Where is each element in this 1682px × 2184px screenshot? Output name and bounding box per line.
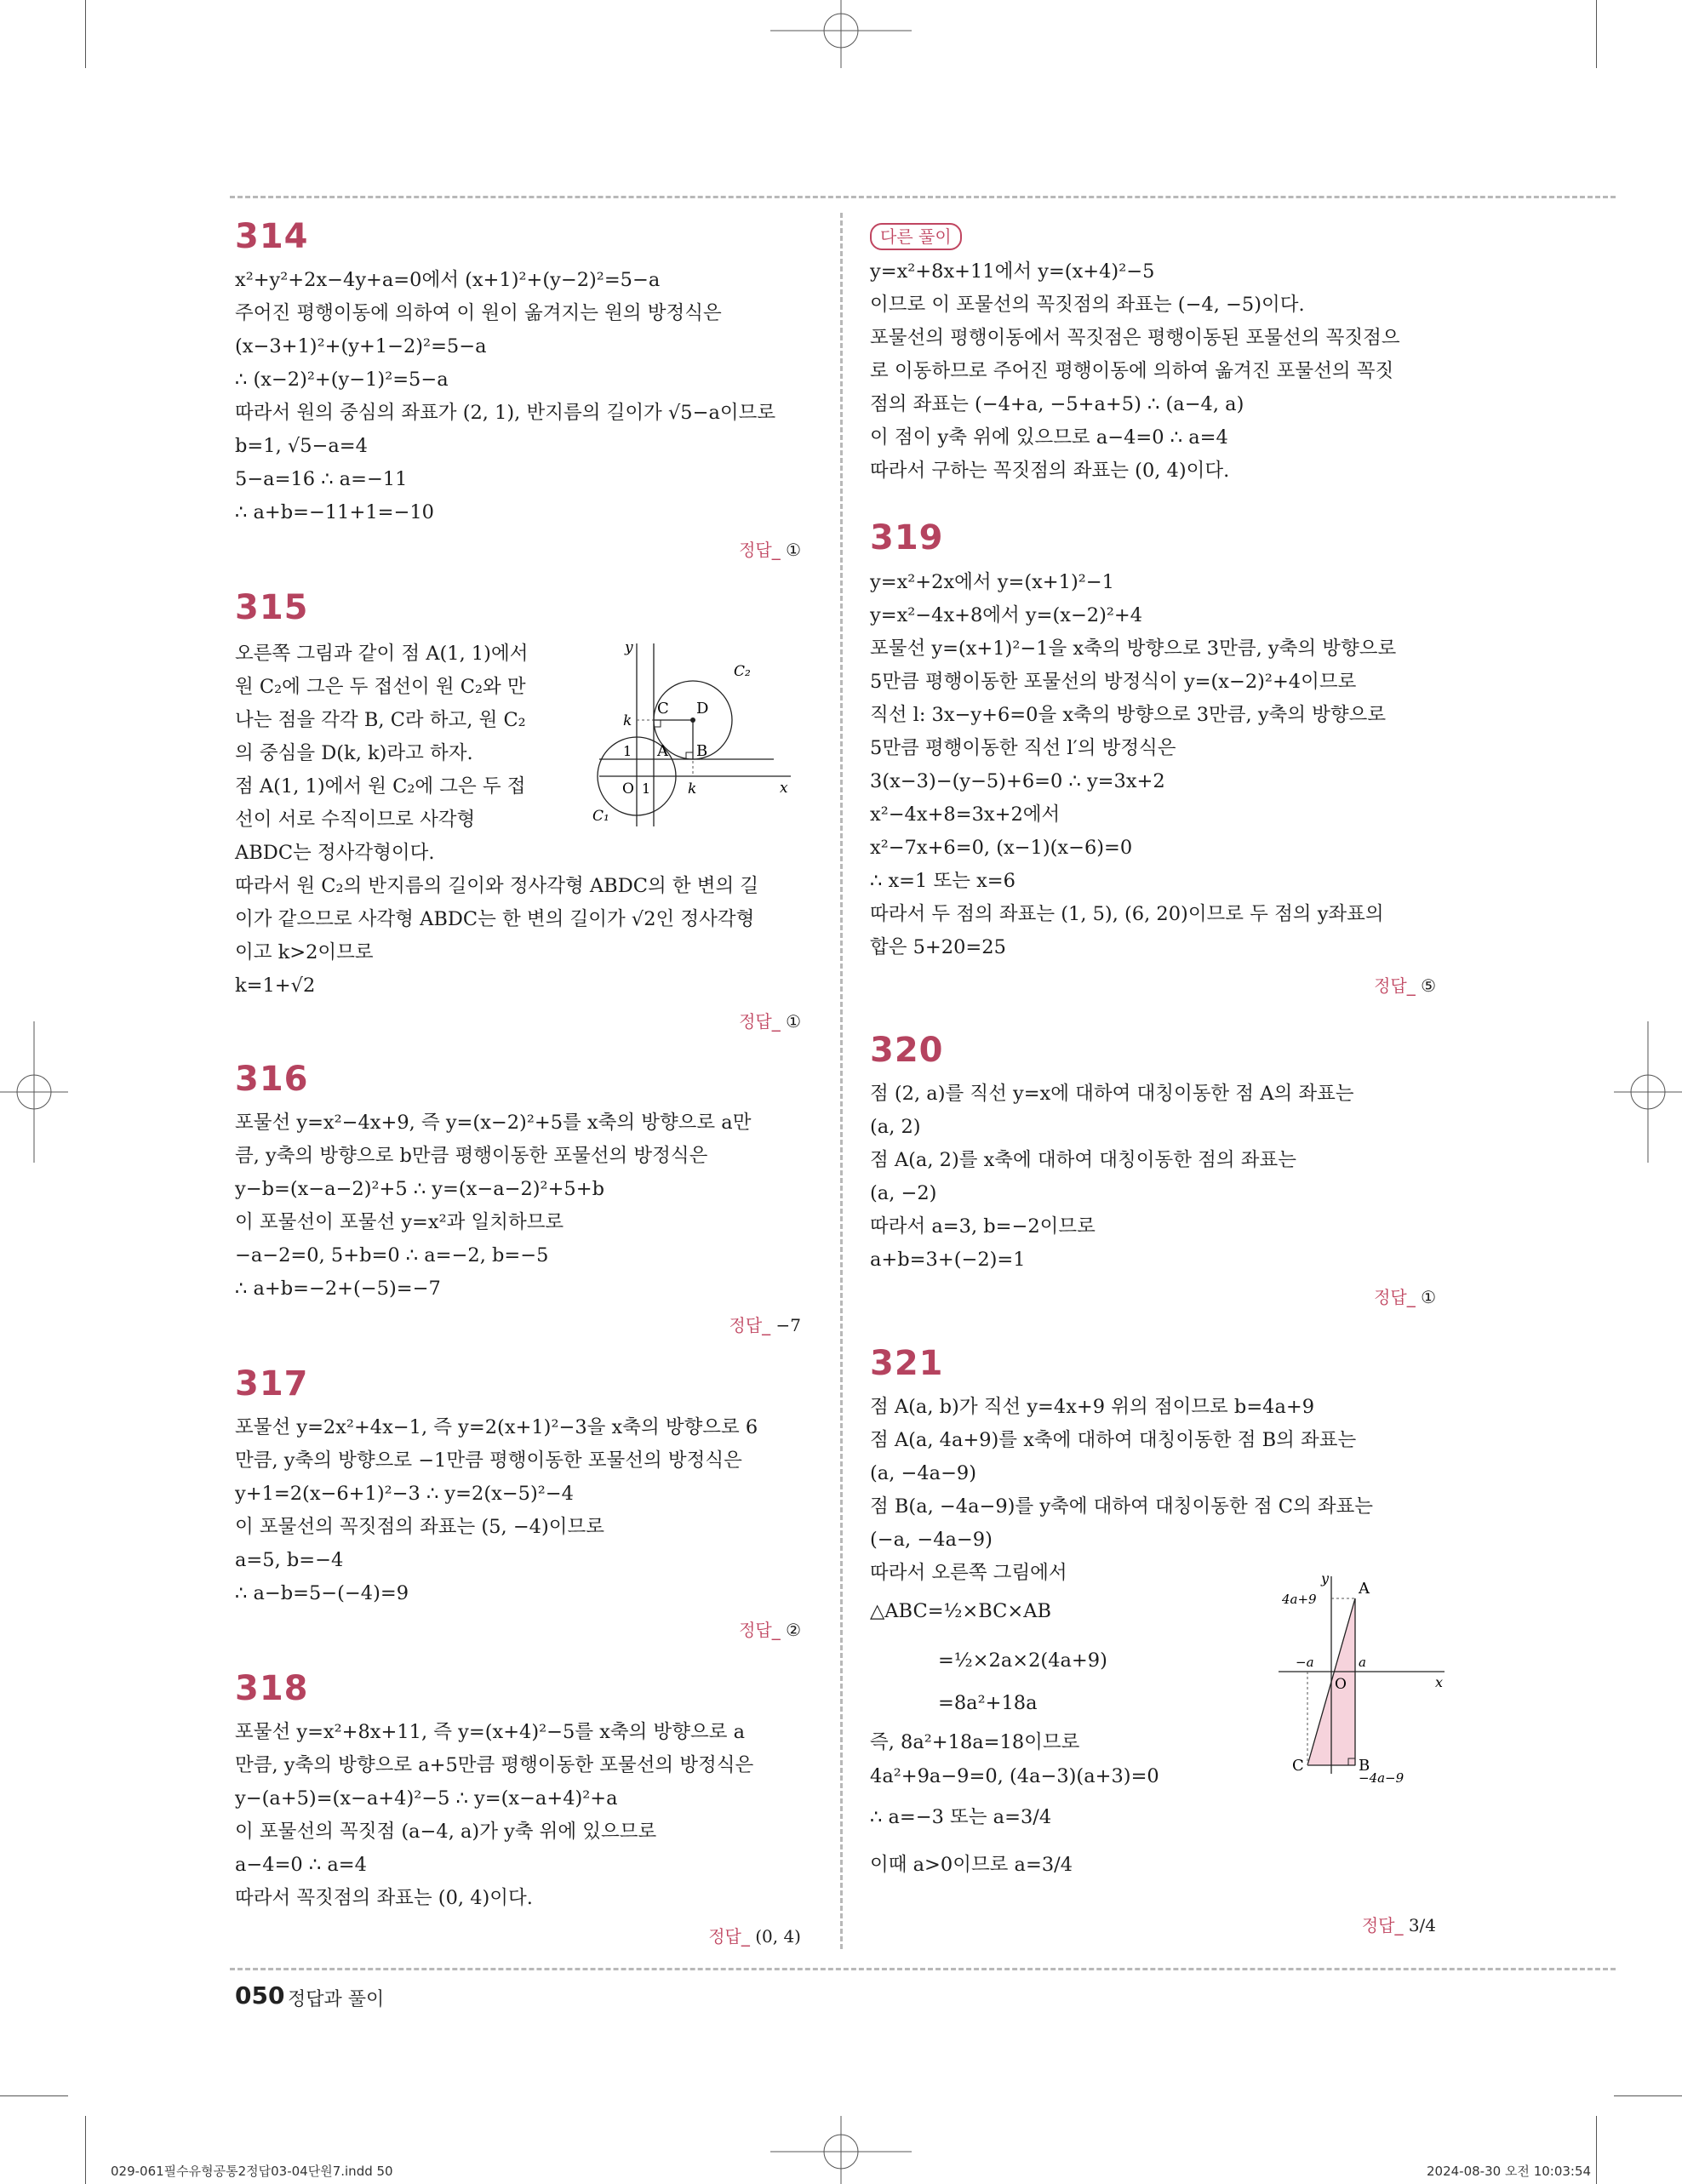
label-x: x <box>780 780 788 797</box>
solution-line: 따라서 원의 중심의 좌표가 (2, 1), 반지름의 길이가 √5−a이므로 <box>235 402 776 424</box>
problem-319 <box>870 518 1436 998</box>
problem-number: 319 <box>870 518 944 557</box>
problem-316 <box>235 1062 801 1343</box>
solution-line: ∴ a+b=−2+(−5)=−7 <box>235 1278 441 1300</box>
solution-line: ∴ a+b=−11+1=−10 <box>235 501 434 523</box>
solution-line: 점 (2, a)를 직선 y=x에 대하여 대칭이동한 점 A의 좌표는 <box>870 1083 1354 1105</box>
solution-line: x²−7x+6=0, (x−1)(x−6)=0 <box>870 837 1133 859</box>
timestamp-slug: 2024-08-30 오전 10:03:54 <box>1427 2164 1592 2179</box>
solution-line: 직선 l: 3x−y+6=0을 x축의 방향으로 3만큼, y축의 방향으로 <box>870 704 1387 726</box>
problem-318 <box>235 1669 801 1952</box>
top-divider <box>230 196 1616 198</box>
registration-mark-right <box>1614 1021 1682 1163</box>
answer-value: ⑤ <box>1421 975 1436 996</box>
solution-line: 이때 a>0이므로 a=3/4 <box>870 1854 1073 1876</box>
problem-number: 321 <box>870 1344 944 1383</box>
solution-line: =8a²+18a <box>938 1692 1038 1714</box>
answer <box>1374 1284 1436 1308</box>
solution-line: a+b=3+(−2)=1 <box>870 1249 1026 1271</box>
solution-line: 의 중심을 D(k, k)라고 하자. <box>235 742 473 764</box>
solution-line: b=1, √5−a=4 <box>235 435 368 457</box>
solution-line: y−(a+5)=(x−a+4)²−5 ∴ y=(x−a+4)²+a <box>235 1787 618 1810</box>
bottom-divider <box>230 1968 1616 1970</box>
label-c: C <box>657 700 669 718</box>
solution-line: ABDC는 정사각형이다. <box>235 842 435 864</box>
solution-line: 점 A(1, 1)에서 원 C₂에 그은 두 접 <box>235 775 526 798</box>
problem-314 <box>235 217 801 569</box>
label-b: B <box>696 742 708 760</box>
column-divider <box>840 213 843 1949</box>
solution-line: (−a, −4a−9) <box>870 1529 993 1551</box>
answer <box>739 536 801 561</box>
label-a: A <box>1359 1580 1370 1598</box>
answer-label: 정답_ <box>729 1315 771 1335</box>
answer <box>729 1312 801 1336</box>
solution-line: ∴ (x−2)²+(y−1)²=5−a <box>235 369 449 391</box>
answer-value: ② <box>786 1620 801 1640</box>
solution-line: 이고 k>2이므로 <box>235 941 374 963</box>
solution-line: 따라서 꼭짓점의 좌표는 (0, 4)이다. <box>235 1887 533 1909</box>
label-k-y: k <box>623 712 632 729</box>
problem-321 <box>870 1344 1444 1959</box>
solution-line: 점 B(a, −4a−9)를 y축에 대하여 대칭이동한 점 C의 좌표는 <box>870 1495 1374 1518</box>
center-d-dot <box>690 718 695 723</box>
solution-line: 이가 같으므로 사각형 ABDC는 한 변의 길이가 √2인 정사각형 <box>235 908 755 930</box>
solution-line: 이 포물선의 꼭짓점의 좌표는 (5, −4)이므로 <box>235 1516 604 1538</box>
solution-line: 점의 좌표는 (−4+a, −5+a+5) ∴ (a−4, a) <box>870 393 1244 415</box>
label-a: A <box>657 742 668 760</box>
solution-line: y=x²−4x+8에서 y=(x−2)²+4 <box>870 604 1143 626</box>
answer-label: 정답_ <box>1361 1915 1404 1935</box>
solution-line: 포물선 y=(x+1)²−1을 x축의 방향으로 3만큼, y축의 방향으로 <box>870 637 1397 660</box>
solution-line: 3(x−3)−(y−5)+6=0 ∴ y=3x+2 <box>870 770 1165 792</box>
answer <box>739 1616 801 1641</box>
solution-line: 따라서 두 점의 좌표는 (1, 5), (6, 20)이므로 두 점의 y좌표의 <box>870 903 1384 925</box>
problem-320 <box>870 1033 1436 1314</box>
solution-line: 이 포물선이 포물선 y=x²과 일치하므로 <box>235 1211 564 1233</box>
solution-line: 5만큼 평행이동한 직선 l′의 방정식은 <box>870 737 1176 759</box>
solution-line: (x−3+1)²+(y+1−2)²=5−a <box>235 335 487 357</box>
solution-line: 오른쪽 그림과 같이 점 A(1, 1)에서 <box>235 643 529 665</box>
label-d: D <box>696 700 709 718</box>
answer-label: 정답_ <box>1374 1287 1416 1307</box>
solution-line: 따라서 구하는 꼭짓점의 좌표는 (0, 4)이다. <box>870 460 1230 482</box>
solution-line: (a, 2) <box>870 1116 921 1138</box>
solution-line: 따라서 a=3, b=−2이므로 <box>870 1215 1096 1238</box>
solution-line: x²−4x+8=3x+2에서 <box>870 803 1061 826</box>
solution-line: (a, −2) <box>870 1182 937 1204</box>
right-angle-mark <box>686 752 693 759</box>
solution-line: 큼, y축의 방향으로 b만큼 평행이동한 포물선의 방정식은 <box>235 1145 708 1167</box>
label-k-x: k <box>688 780 697 798</box>
solution-line: a−4=0 ∴ a=4 <box>235 1854 367 1876</box>
answer-value: 3/4 <box>1408 1915 1436 1935</box>
label-neg-a: −a <box>1296 1655 1314 1670</box>
solution-line: 이 점이 y축 위에 있으므로 a−4=0 ∴ a=4 <box>870 426 1228 449</box>
solution-line: y=x²+8x+11에서 y=(x+4)²−5 <box>870 260 1155 283</box>
solution-line: 점 A(a, 2)를 x축에 대하여 대칭이동한 점의 좌표는 <box>870 1149 1296 1171</box>
label-y: y <box>1321 1570 1330 1587</box>
solution-line: 5만큼 평행이동한 포물선의 방정식이 y=(x−2)²+4이므로 <box>870 671 1357 693</box>
page-number: 050 <box>235 1981 285 2010</box>
registration-mark-bottom <box>770 2116 912 2184</box>
solution-line: y−b=(x−a−2)²+5 ∴ y=(x−a−2)²+5+b <box>235 1178 604 1200</box>
answer <box>739 1008 801 1032</box>
solution-line: 포물선의 평행이동에서 꼭짓점은 평행이동된 포물선의 꼭짓점으 <box>870 327 1400 349</box>
label-c: C <box>1292 1757 1304 1775</box>
label-y: y <box>625 639 633 656</box>
problem-number: 317 <box>235 1364 309 1404</box>
problem-317 <box>235 1364 801 1648</box>
label-b: B <box>1359 1757 1370 1775</box>
label-4a-plus-9: 4a+9 <box>1282 1592 1317 1607</box>
answer-value: −7 <box>775 1315 801 1335</box>
registration-mark-left <box>0 1021 68 1163</box>
problem-number: 318 <box>235 1669 309 1708</box>
solution-line: 주어진 평행이동에 의하여 이 원이 옮겨지는 원의 방정식은 <box>235 302 722 324</box>
label-pos-a: a <box>1359 1655 1366 1670</box>
answer-value: ① <box>786 1011 801 1032</box>
footer-label: 정답과 풀이 <box>288 1989 385 2010</box>
answer-value: ① <box>1421 1287 1436 1307</box>
solution-line: 점 A(a, 4a+9)를 x축에 대하여 대칭이동한 점 B의 좌표는 <box>870 1429 1357 1451</box>
answer-label: 정답_ <box>739 1620 781 1640</box>
solution-line: 포물선 y=2x²+4x−1, 즉 y=2(x+1)²−3을 x축의 방향으로 6 <box>235 1416 758 1438</box>
label-one-x: 1 <box>642 780 651 797</box>
solution-line: 나는 점을 각각 B, C라 하고, 원 C₂ <box>235 709 526 731</box>
alternative-solution-318 <box>870 223 1436 495</box>
problem-number: 316 <box>235 1060 309 1099</box>
answer-value: (0, 4) <box>755 1926 801 1947</box>
solution-line: y+1=2(x−6+1)²−3 ∴ y=2(x−5)²−4 <box>235 1483 574 1505</box>
solution-line: (a, −4a−9) <box>870 1462 977 1484</box>
label-one-y: 1 <box>623 743 632 759</box>
solution-line: 5−a=16 ∴ a=−11 <box>235 468 408 490</box>
right-angle-mark <box>654 720 661 727</box>
solution-line: 원 C₂에 그은 두 접선이 원 C₂와 만 <box>235 676 526 698</box>
solution-line: 4a²+9a−9=0, (4a−3)(a+3)=0 <box>870 1765 1159 1787</box>
solution-line: 로 이동하므로 주어진 평행이동에 의하여 옮겨진 포물선의 꼭짓 <box>870 360 1394 382</box>
solution-line: =½×2a×2(4a+9) <box>938 1649 1107 1672</box>
file-slug: 029-061필수유형공통2정답03-04단원7.indd 50 <box>111 2164 393 2179</box>
problem-315 <box>235 588 801 1033</box>
solution-line: ∴ x=1 또는 x=6 <box>870 870 1015 892</box>
answer-label: 정답_ <box>739 1011 781 1032</box>
label-x: x <box>1435 1674 1444 1690</box>
solution-line: 점 A(a, b)가 직선 y=4x+9 위의 점이므로 b=4a+9 <box>870 1396 1315 1418</box>
solution-line: y=x²+2x에서 y=(x+1)²−1 <box>870 571 1114 593</box>
solution-line: 만큼, y축의 방향으로 −1만큼 평행이동한 포물선의 방정식은 <box>235 1449 742 1472</box>
circle-tangent-figure <box>582 635 795 831</box>
answer-label: 정답_ <box>1374 975 1416 996</box>
solution-line: △ABC=½×BC×AB <box>870 1600 1052 1622</box>
triangle-abc-figure <box>1270 1569 1449 1782</box>
answer <box>1362 1912 1436 1936</box>
answer <box>1374 972 1436 997</box>
problem-number: 320 <box>870 1031 944 1070</box>
solution-line: 선이 서로 수직이므로 사각형 <box>235 809 476 831</box>
solution-line: a=5, b=−4 <box>235 1549 344 1571</box>
solution-line: 포물선 y=x²−4x+9, 즉 y=(x−2)²+5를 x축의 방향으로 a만 <box>235 1112 752 1134</box>
label-origin: O <box>622 780 634 798</box>
answer-label: 정답_ <box>739 540 781 560</box>
solution-line: 따라서 원 C₂의 반지름의 길이와 정사각형 ABDC의 한 변의 길 <box>235 875 759 897</box>
solution-line: x²+y²+2x−4y+a=0에서 (x+1)²+(y−2)²=5−a <box>235 269 661 291</box>
solution-line: −a−2=0, 5+b=0 ∴ a=−2, b=−5 <box>235 1244 549 1266</box>
label-c2: C₂ <box>734 663 751 680</box>
problem-number: 315 <box>235 588 309 627</box>
solution-line: 합은 5+20=25 <box>870 936 1006 958</box>
answer <box>708 1923 801 1947</box>
solution-line: 즉, 8a²+18a=18이므로 <box>870 1731 1080 1753</box>
label-origin: O <box>1335 1676 1347 1693</box>
solution-line: 이 포물선의 꼭짓점 (a−4, a)가 y축 위에 있으므로 <box>235 1821 657 1843</box>
solution-line: ∴ a=−3 또는 a=3/4 <box>870 1806 1052 1828</box>
registration-mark-top <box>770 0 912 68</box>
answer-label: 정답_ <box>708 1926 750 1947</box>
alt-solution-badge: 다른 풀이 <box>870 223 962 250</box>
solution-line: 따라서 오른쪽 그림에서 <box>870 1562 1067 1584</box>
label-neg-4a-minus-9: −4a−9 <box>1359 1770 1405 1782</box>
solution-line: k=1+√2 <box>235 975 316 997</box>
solution-line: 이므로 이 포물선의 꼭짓점의 좌표는 (−4, −5)이다. <box>870 294 1305 316</box>
problem-number: 314 <box>235 217 309 256</box>
solution-line: 만큼, y축의 방향으로 a+5만큼 평행이동한 포물선의 방정식은 <box>235 1754 754 1776</box>
answer-value: ① <box>786 540 801 560</box>
solution-line: ∴ a−b=5−(−4)=9 <box>235 1582 409 1604</box>
label-c1: C₁ <box>592 808 609 825</box>
solution-line: 포물선 y=x²+8x+11, 즉 y=(x+4)²−5를 x축의 방향으로 a <box>235 1721 746 1743</box>
